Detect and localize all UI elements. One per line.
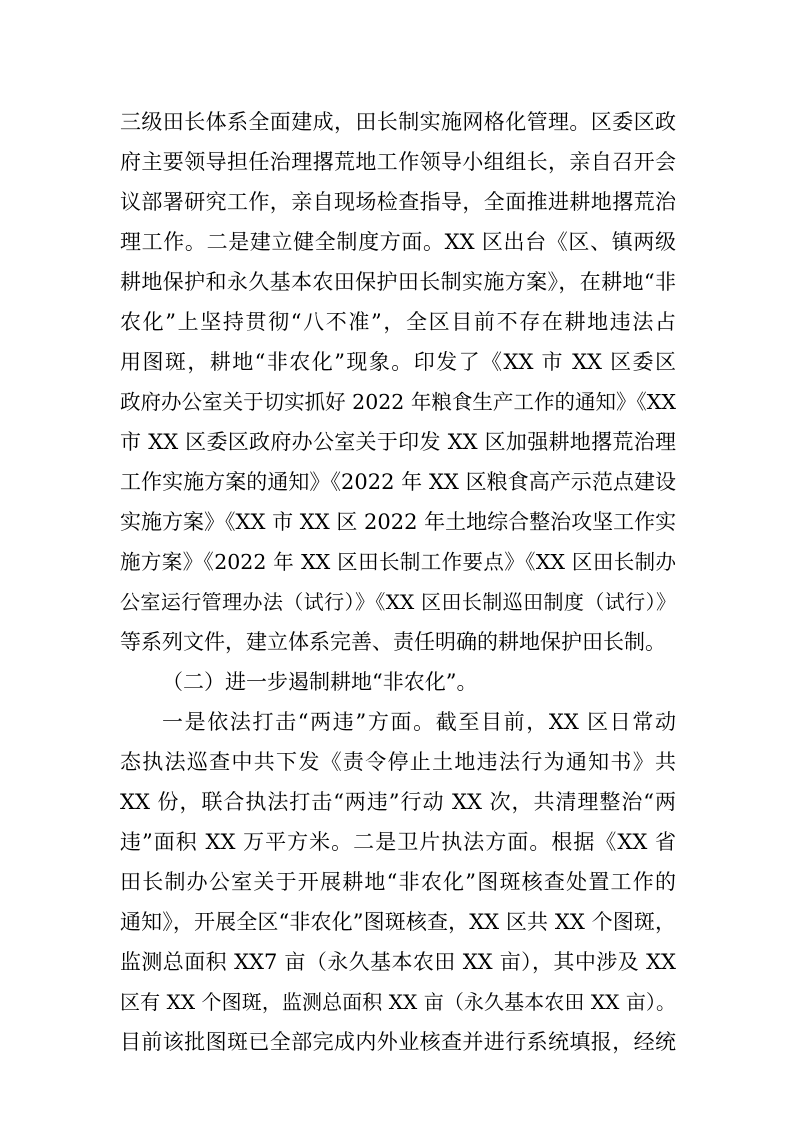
text-line: 理工作。二是建立健全制度方面。XX 区出台《区、镇两级	[120, 230, 676, 254]
text-line: 府主要领导担任治理撂荒地工作领导小组组长，亲自召开会	[120, 150, 676, 174]
document-body	[120, 102, 676, 1062]
text-line: 工作实施方案的通知》《2022 年 XX 区粮食高产示范点建设	[120, 470, 676, 494]
text-line: 耕地保护和永久基本农田保护田长制实施方案》，在耕地“非	[120, 270, 676, 294]
text-line: 三级田长体系全面建成，田长制实施网格化管理。区委区政	[120, 110, 676, 134]
text-line: 政府办公室关于切实抓好 2022 年粮食生产工作的通知》《XX	[120, 390, 676, 414]
paragraph-end-line: 等系列文件，建立体系完善、责任明确的耕地保护田长制。	[120, 630, 666, 654]
text-line: 态执法巡查中共下发《责令停止土地违法行为通知书》共	[120, 750, 676, 774]
text-line: 目前该批图斑已全部完成内外业核查并进行系统填报，经统	[120, 1030, 676, 1054]
section-heading: （二）进一步遏制耕地“非农化”。	[162, 670, 478, 694]
text-line: 农化”上坚持贯彻“八不准”，全区目前不存在耕地违法占	[120, 310, 676, 334]
text-line: 区有 XX 个图斑，监测总面积 XX 亩（永久基本农田 XX 亩）。	[120, 990, 676, 1014]
text-line: 实施方案》《XX 市 XX 区 2022 年土地综合整治攻坚工作实	[120, 510, 676, 534]
text-line: 议部署研究工作，亲自现场检查指导，全面推进耕地撂荒治	[120, 190, 676, 214]
text-line: 市 XX 区委区政府办公室关于印发 XX 区加强耕地撂荒治理	[120, 430, 676, 454]
text-line: 田长制办公室关于开展耕地“非农化”图斑核查处置工作的	[120, 870, 676, 894]
paragraph-start-line: 一是依法打击“两违”方面。截至目前，XX 区日常动	[162, 710, 676, 734]
text-line: 通知》，开展全区“非农化”图斑核查，XX 区共 XX 个图斑，	[120, 910, 676, 934]
text-line: 违”面积 XX 万平方米。二是卫片执法方面。根据《XX 省	[120, 830, 676, 854]
text-line: 公室运行管理办法（试行）》《XX 区田长制巡田制度（试行）》	[120, 590, 676, 614]
text-line: 监测总面积 XX7 亩（永久基本农田 XX 亩），其中涉及 XX	[120, 950, 676, 974]
text-line: XX 份，联合执法打击“两违”行动 XX 次，共清理整治“两	[120, 790, 676, 814]
text-line: 用图斑，耕地“非农化”现象。印发了《XX 市 XX 区委区	[120, 350, 676, 374]
text-line: 施方案》《2022 年 XX 区田长制工作要点》《XX 区田长制办	[120, 550, 676, 574]
